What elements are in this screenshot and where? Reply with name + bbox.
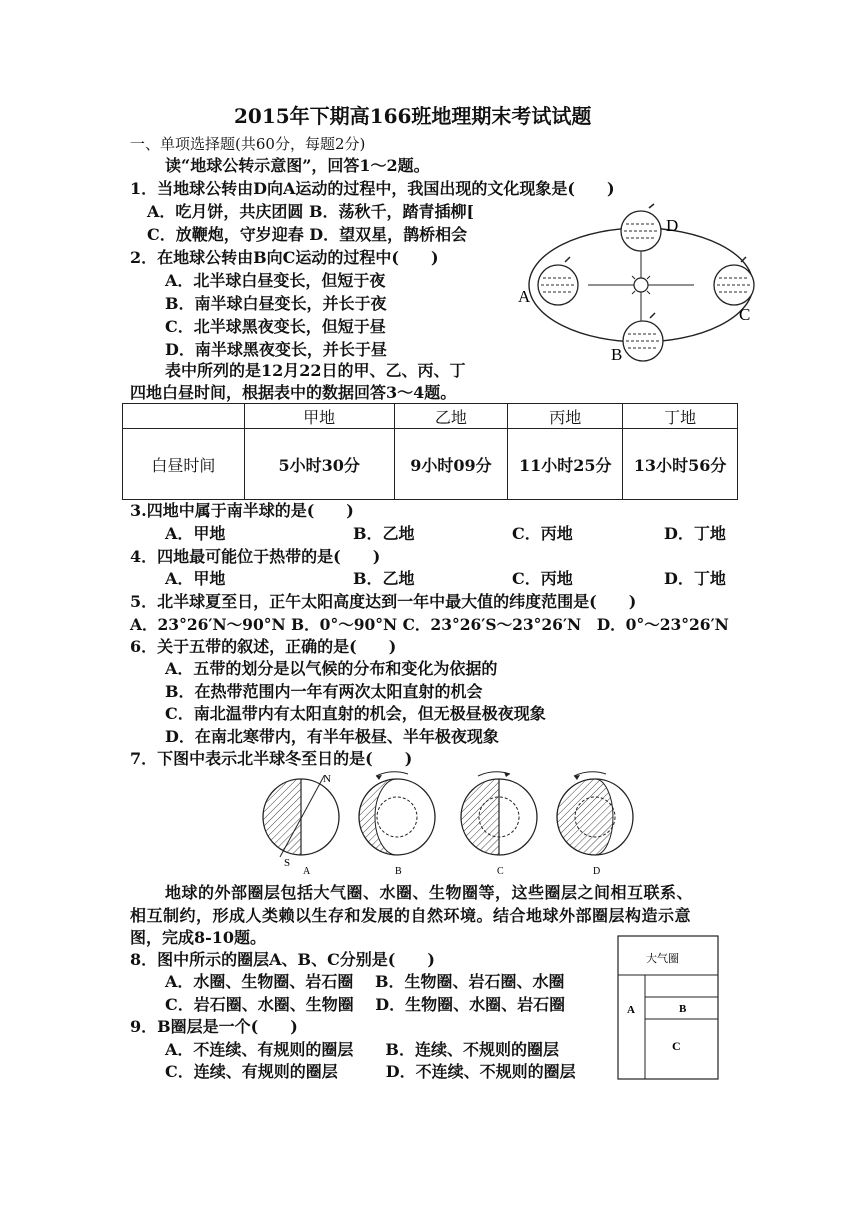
table-cell-ding: 13小时56分 — [623, 429, 738, 500]
earth-layers-diagram — [617, 935, 721, 1081]
earth-c-icon — [714, 257, 754, 305]
orbit-label-d: D — [666, 216, 679, 235]
globe-label-b: B — [395, 866, 402, 877]
layer-b-label: B — [679, 1003, 687, 1015]
layer-c-label: C — [672, 1039, 681, 1053]
orbit-label-c: C — [739, 305, 751, 324]
intro-q3-4-line1: 表中所列的是12月22日的甲、乙、丙、丁 — [165, 361, 466, 380]
q1-stem: 1．当地球公转由D向A运动的过程中，我国出现的文化现象是( ) — [130, 179, 615, 198]
q4-option-b: B．乙地 — [353, 569, 415, 588]
q6-option-d: D．在南北寒带内，有半年极昼、半年极夜现象 — [165, 727, 499, 746]
table-header-row — [123, 404, 738, 429]
table-header-jia: 甲地 — [244, 404, 394, 429]
q6-option-c: C．南北温带内有太阳直射的机会，但无极昼极夜现象 — [165, 704, 546, 723]
q4-option-d: D．丁地 — [664, 569, 726, 588]
passage-line3: 图，完成8-10题。 — [130, 928, 267, 947]
globe-b-icon — [359, 772, 435, 855]
pole-n-label: N — [323, 773, 331, 785]
q6-option-b: B．在热带范围内一年有两次太阳直射的机会 — [165, 682, 483, 701]
pole-s-label: S — [284, 857, 291, 869]
orbit-label-b: B — [611, 345, 623, 364]
table-header-yi: 乙地 — [394, 404, 508, 429]
globe-label-c: C — [497, 866, 504, 877]
globe-label-a: A — [303, 866, 311, 877]
q4-option-c: C．丙地 — [512, 569, 573, 588]
table-header-bing: 丙地 — [508, 404, 623, 429]
q9-stem: 9．B圈层是一个( ) — [130, 1017, 298, 1036]
table-row — [123, 429, 738, 500]
page-title: 2015年下期高166班地理期末考试试题 — [234, 104, 592, 128]
q3-option-d: D．丁地 — [664, 524, 726, 543]
q2-option-d: D．南半球黑夜变长，并长于昼 — [165, 340, 387, 359]
q1-options-ab: A．吃月饼，共庆团圆 B．荡秋千，踏青插柳[ — [147, 202, 475, 221]
table-row-label: 白昼时间 — [123, 429, 245, 500]
q7-stem: 7．下图中表示北半球冬至日的是( ) — [130, 749, 413, 768]
globe-label-d: D — [593, 866, 601, 877]
q4-option-a: A．甲地 — [165, 569, 226, 588]
q2-option-b: B．南半球白昼变长，并长于夜 — [165, 294, 387, 313]
table-cell-yi: 9小时09分 — [394, 429, 508, 500]
solstice-diagram — [256, 770, 646, 880]
q3-stem: 3.四地中属于南半球的是( ) — [130, 501, 354, 520]
section-heading: 一、单项选择题(共60分，每题2分) — [130, 135, 366, 153]
q3-option-b: B．乙地 — [353, 524, 415, 543]
passage-line1: 地球的外部圈层包括大气圈、水圈、生物圈等，这些圈层之间相互联系、 — [165, 883, 694, 902]
q6-option-a: A．五带的划分是以气候的分布和变化为依据的 — [165, 659, 498, 678]
earth-orbit-diagram — [508, 198, 768, 368]
orbit-label-a: A — [518, 287, 531, 306]
globe-c-icon — [461, 772, 537, 855]
sun-icon — [628, 272, 654, 298]
globe-a-icon — [263, 776, 339, 857]
q8-stem: 8．图中所示的圈层A、B、C分别是( ) — [130, 950, 435, 969]
q2-stem: 2．在地球公转由B向C运动的过程中( ) — [130, 248, 439, 267]
q4-stem: 4．四地最可能位于热带的是( ) — [130, 547, 381, 566]
q9-options-ab: A．不连续、有规则的圈层 B．连续、不规则的圈层 — [165, 1040, 559, 1059]
earth-a-icon — [538, 257, 578, 305]
table-header-ding: 丁地 — [623, 404, 738, 429]
intro-q1-2: 读“地球公转示意图”，回答1～2题。 — [165, 156, 430, 175]
q3-option-a: A．甲地 — [165, 524, 226, 543]
q3-option-c: C．丙地 — [512, 524, 573, 543]
q6-stem: 6．关于五带的叙述，正确的是( ) — [130, 637, 397, 656]
q1-options-cd: C．放鞭炮，守岁迎春 D．望双星，鹊桥相会 — [147, 225, 468, 244]
table-header-empty — [123, 404, 245, 429]
q8-options-cd: C．岩石圈、水圈、生物圈 D．生物圈、水圈、岩石圈 — [165, 995, 566, 1014]
earth-b-icon — [623, 313, 663, 361]
q9-options-cd: C．连续、有规则的圈层 D．不连续、不规则的圈层 — [165, 1062, 576, 1081]
q5-stem: 5．北半球夏至日，正午太阳高度达到一年中最大值的纬度范围是( ) — [130, 592, 637, 611]
passage-line2: 相互制约，形成人类赖以生存和发展的自然环境。结合地球外部圈层构造示意 — [130, 906, 692, 925]
layer-a-label: A — [627, 1004, 635, 1016]
earth-d-icon — [621, 204, 661, 251]
q8-options-ab: A．水圈、生物圈、岩石圈 B．生物圈、岩石圈、水圈 — [165, 972, 565, 991]
globe-d-icon — [557, 772, 633, 855]
daylight-table — [122, 403, 738, 500]
q2-option-c: C．北半球黑夜变长，但短于昼 — [165, 317, 386, 336]
intro-q3-4-line2: 四地白昼时间，根据表中的数据回答3～4题。 — [130, 383, 457, 402]
q2-option-a: A．北半球白昼变长，但短于夜 — [165, 271, 386, 290]
table-cell-bing: 11小时25分 — [508, 429, 623, 500]
layer-atmosphere-label: 大气圈 — [646, 953, 679, 965]
table-cell-jia: 5小时30分 — [244, 429, 394, 500]
q5-options: A．23°26′N～90°N B．0°～90°N C．23°26′S～23°26′N D．0°～23°26′N — [130, 615, 729, 634]
